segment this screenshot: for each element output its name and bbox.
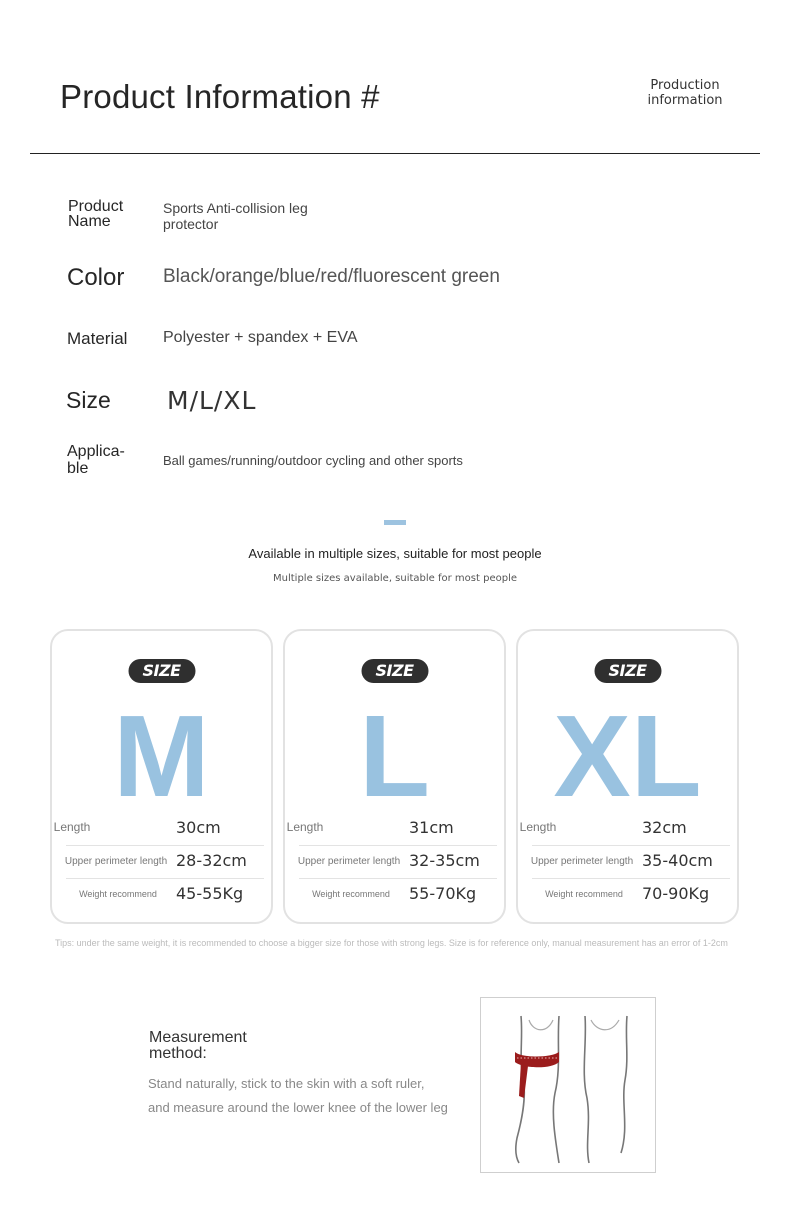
weight-value: 55-70Kg <box>409 884 477 903</box>
row-divider <box>532 845 730 846</box>
section-accent-bar <box>384 520 406 525</box>
row-divider <box>66 845 264 846</box>
row-divider <box>532 878 730 879</box>
size-table <box>519 812 728 911</box>
weight-row <box>289 878 495 911</box>
measurement-instruction-line2: and measure around the lower knee of the lower leg <box>148 1100 448 1115</box>
applicable-value: Ball games/running/outdoor cycling and other sports <box>163 453 463 468</box>
weight-label: Weight recommend <box>545 889 623 899</box>
perimeter-value: 32-35cm <box>409 851 480 870</box>
size-table <box>286 812 495 911</box>
size-badge: SIZE <box>594 659 661 683</box>
size-card-m <box>50 629 273 924</box>
measurement-instruction-line1: Stand naturally, stick to the skin with a soft ruler, <box>148 1076 425 1091</box>
color-label: Color <box>67 264 125 291</box>
weight-row <box>56 878 262 911</box>
perimeter-row <box>56 845 262 878</box>
length-label: Length <box>53 820 91 834</box>
size-letter: L <box>359 691 430 821</box>
perimeter-label: Upper perimeter length <box>297 856 401 867</box>
length-label: Length <box>286 820 324 834</box>
header-subtitle-line1: Production <box>650 78 720 93</box>
size-badge: SIZE <box>361 659 428 683</box>
material-value: Polyester + spandex + EVA <box>163 329 358 346</box>
length-row <box>53 812 262 845</box>
header-divider <box>30 153 760 154</box>
size-letter: M <box>113 691 210 821</box>
perimeter-row <box>289 845 495 878</box>
size-card-l <box>283 629 506 924</box>
size-card-xl <box>516 629 739 924</box>
length-label: Length <box>519 820 557 834</box>
row-divider <box>299 878 497 879</box>
size-value: M/L/XL <box>167 386 257 415</box>
header-subtitle-line2: information <box>647 93 723 108</box>
row-divider <box>299 845 497 846</box>
weight-value: 70-90Kg <box>642 884 710 903</box>
perimeter-value: 35-40cm <box>642 851 713 870</box>
weight-value: 45-55Kg <box>176 884 244 903</box>
length-row <box>519 812 728 845</box>
measurement-title: Measurement method: <box>149 1029 247 1062</box>
leg-measurement-illustration <box>480 997 656 1173</box>
length-value: 32cm <box>642 818 687 837</box>
size-tips: Tips: under the same weight, it is recommended to choose a bigger size for those with strong legs. Size is for reference only, manual measurement has an error of 1-2cm <box>55 938 728 948</box>
weight-row <box>522 878 728 911</box>
color-value: Black/orange/blue/red/fluorescent green <box>163 266 500 287</box>
size-label: Size <box>66 387 111 413</box>
perimeter-label: Upper perimeter length <box>530 856 634 867</box>
size-table <box>53 812 262 911</box>
sizes-subheading: Multiple sizes available, suitable for most people <box>273 573 517 584</box>
legs-with-ruler-icon <box>481 998 655 1172</box>
perimeter-value: 28-32cm <box>176 851 247 870</box>
header-subtitle <box>630 78 740 108</box>
perimeter-label: Upper perimeter length <box>64 856 168 867</box>
length-row <box>286 812 495 845</box>
size-badge: SIZE <box>128 659 195 683</box>
material-label: Material <box>67 329 128 348</box>
length-value: 30cm <box>176 818 221 837</box>
weight-label: Weight recommend <box>312 889 390 899</box>
size-letter: XL <box>553 691 702 821</box>
page-title: Product Information # <box>60 78 380 115</box>
perimeter-row <box>522 845 728 878</box>
sizes-heading: Available in multiple sizes, suitable for most people <box>248 546 542 561</box>
length-value: 31cm <box>409 818 454 837</box>
applicable-label: Applica-ble <box>67 443 125 477</box>
product-name-label: Product Name <box>68 198 124 230</box>
row-divider <box>66 878 264 879</box>
weight-label: Weight recommend <box>79 889 157 899</box>
product-name-value: Sports Anti-collision leg protector <box>163 200 308 232</box>
